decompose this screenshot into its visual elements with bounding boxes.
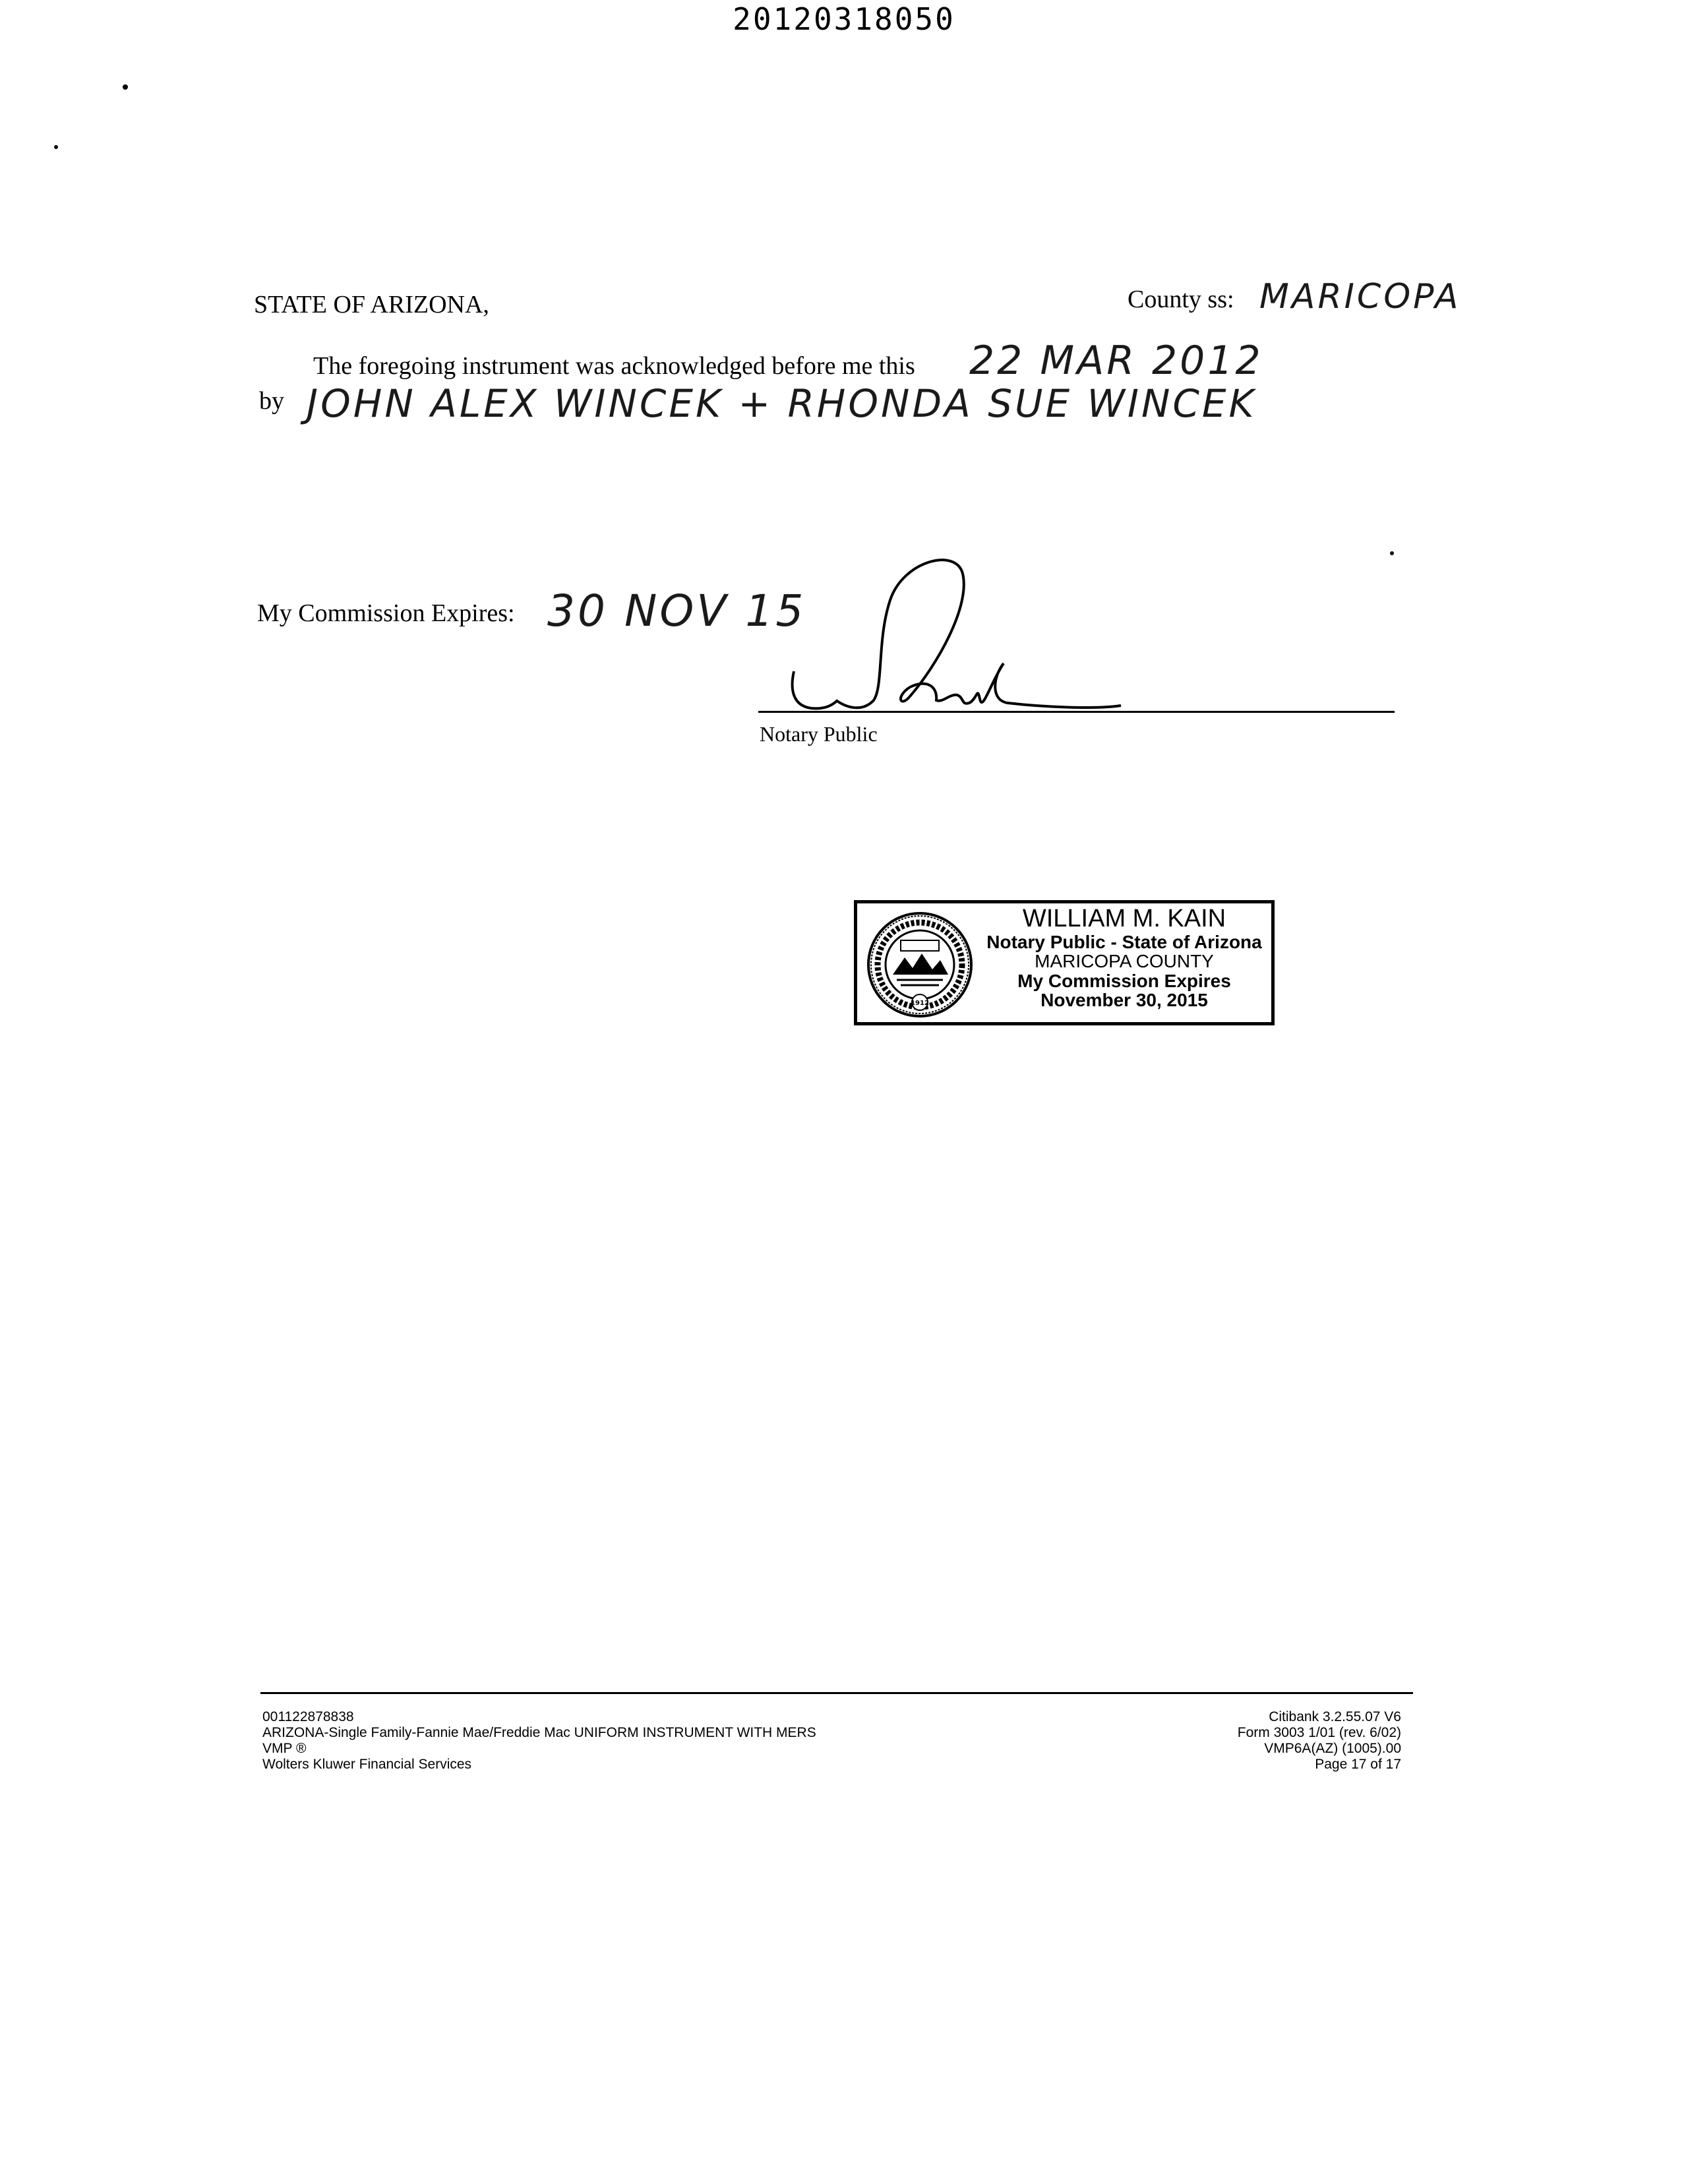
arizona-state-seal-icon [866,911,973,1018]
notary-signature [785,547,1154,719]
loan-number: 001122878838 [262,1709,354,1724]
signature-line [758,711,1395,713]
by-label: by [259,387,284,415]
county-handwritten: MARICOPA [1259,277,1461,317]
footer-left [262,1709,816,1773]
seal-year: 1912 [911,1000,929,1007]
stamp-commission-date: November 30, 2015 [1040,990,1208,1011]
acknowledgment-date-handwritten: 22 MAR 2012 [969,338,1263,384]
commission-expires-handwritten: 30 NOV 15 [547,586,806,636]
form-number: Form 3003 1/01 (rev. 6/02) [1237,1725,1401,1740]
scan-speck [54,145,58,149]
form-title: ARIZONA-Single Family-Fannie Mae/Freddie Mac UNIFORM INSTRUMENT WITH MERS [262,1725,816,1740]
acknowledgment-statement: The foregoing instrument was acknowledged before me this [313,352,915,380]
stamp-commission-label: My Commission Expires [1017,970,1231,991]
notary-name: WILLIAM M. KAIN [1022,905,1226,932]
commission-expires-label: My Commission Expires: [257,599,515,627]
page-number: Page 17 of 17 [1315,1757,1401,1772]
stamp-title: Notary Public - State of Arizona [986,931,1262,952]
stamp-county: MARICOPA COUNTY [1035,951,1214,972]
state-label: STATE OF ARIZONA, [254,291,489,318]
scan-speck [1390,551,1394,555]
vmp-mark: VMP ® [262,1741,307,1756]
county-label: County ss: [1128,286,1234,313]
version-code: Citibank 3.2.55.07 V6 [1269,1709,1401,1724]
footer-right [1147,1709,1401,1773]
vmp-code: VMP6A(AZ) (1005).00 [1264,1741,1401,1756]
signer-names-handwritten: JOHN ALEX WINCEK + RHONDA SUE WINCEK [307,381,1257,426]
footer-rule [260,1692,1413,1694]
publisher: Wolters Kluwer Financial Services [262,1757,472,1772]
stamp-text-block [979,906,1269,1010]
scan-speck [123,84,128,90]
notary-public-label: Notary Public [760,722,878,746]
notary-stamp [854,900,1275,1025]
document-number: 20120318050 [733,1,955,37]
